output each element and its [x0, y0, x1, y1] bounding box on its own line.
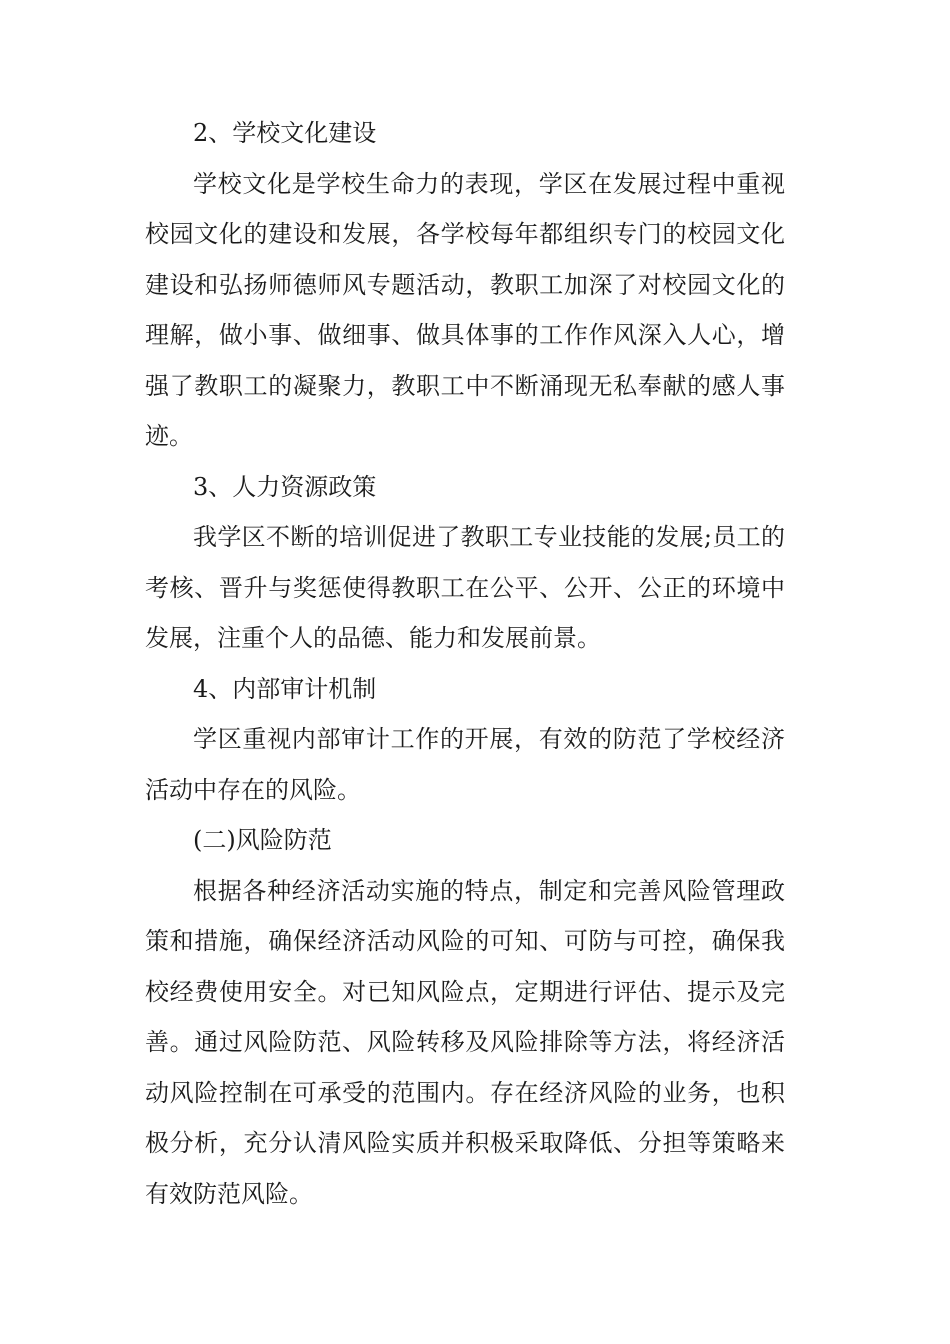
paragraph-risk-prevention: 根据各种经济活动实施的特点，制定和完善风险管理政策和措施，确保经济活动风险的可知、可防与可控，确保我校经费使用安全。对已知风险点，定期进行评估、提示及完善。通过风险防范、风险转移及风险排除等方法，将经济活动风险控制在可承受的范围内。存在经济风险的业务，也积极分析，充分认清风险实质并积极采取降低、分担等策略来有效防范风险。 [145, 876, 785, 1208]
paragraph-school-culture: 学校文化是学校生命力的表现，学区在发展过程中重视校园文化的建设和发展，各学校每年都组织专门的校园文化建设和弘扬师德师风专题活动，教职工加深了对校园文化的理解，做小事、做细事、做具体事的工作作风深入人心，增强了教职工的凝聚力，教职工中不断涌现无私奉献的感人事迹。 [145, 169, 785, 450]
section-heading-internal-audit: 4、内部审计机制 [193, 674, 377, 703]
paragraph-internal-audit: 学区重视内部审计工作的开展，有效的防范了学校经济活动中存在的风险。 [145, 725, 785, 804]
section-heading-hr-policy: 3、人力资源政策 [193, 472, 377, 501]
section-heading-risk-prevention: (二)风险防范 [193, 826, 332, 854]
paragraph-hr-policy: 我学区不断的培训促进了教职工专业技能的发展;员工的考核、晋升与奖惩使得教职工在公平、公开、公正的环境中发展，注重个人的品德、能力和发展前景。 [145, 523, 785, 652]
section-heading-school-culture: 2、学校文化建设 [193, 119, 377, 147]
document-body [145, 108, 785, 1219]
